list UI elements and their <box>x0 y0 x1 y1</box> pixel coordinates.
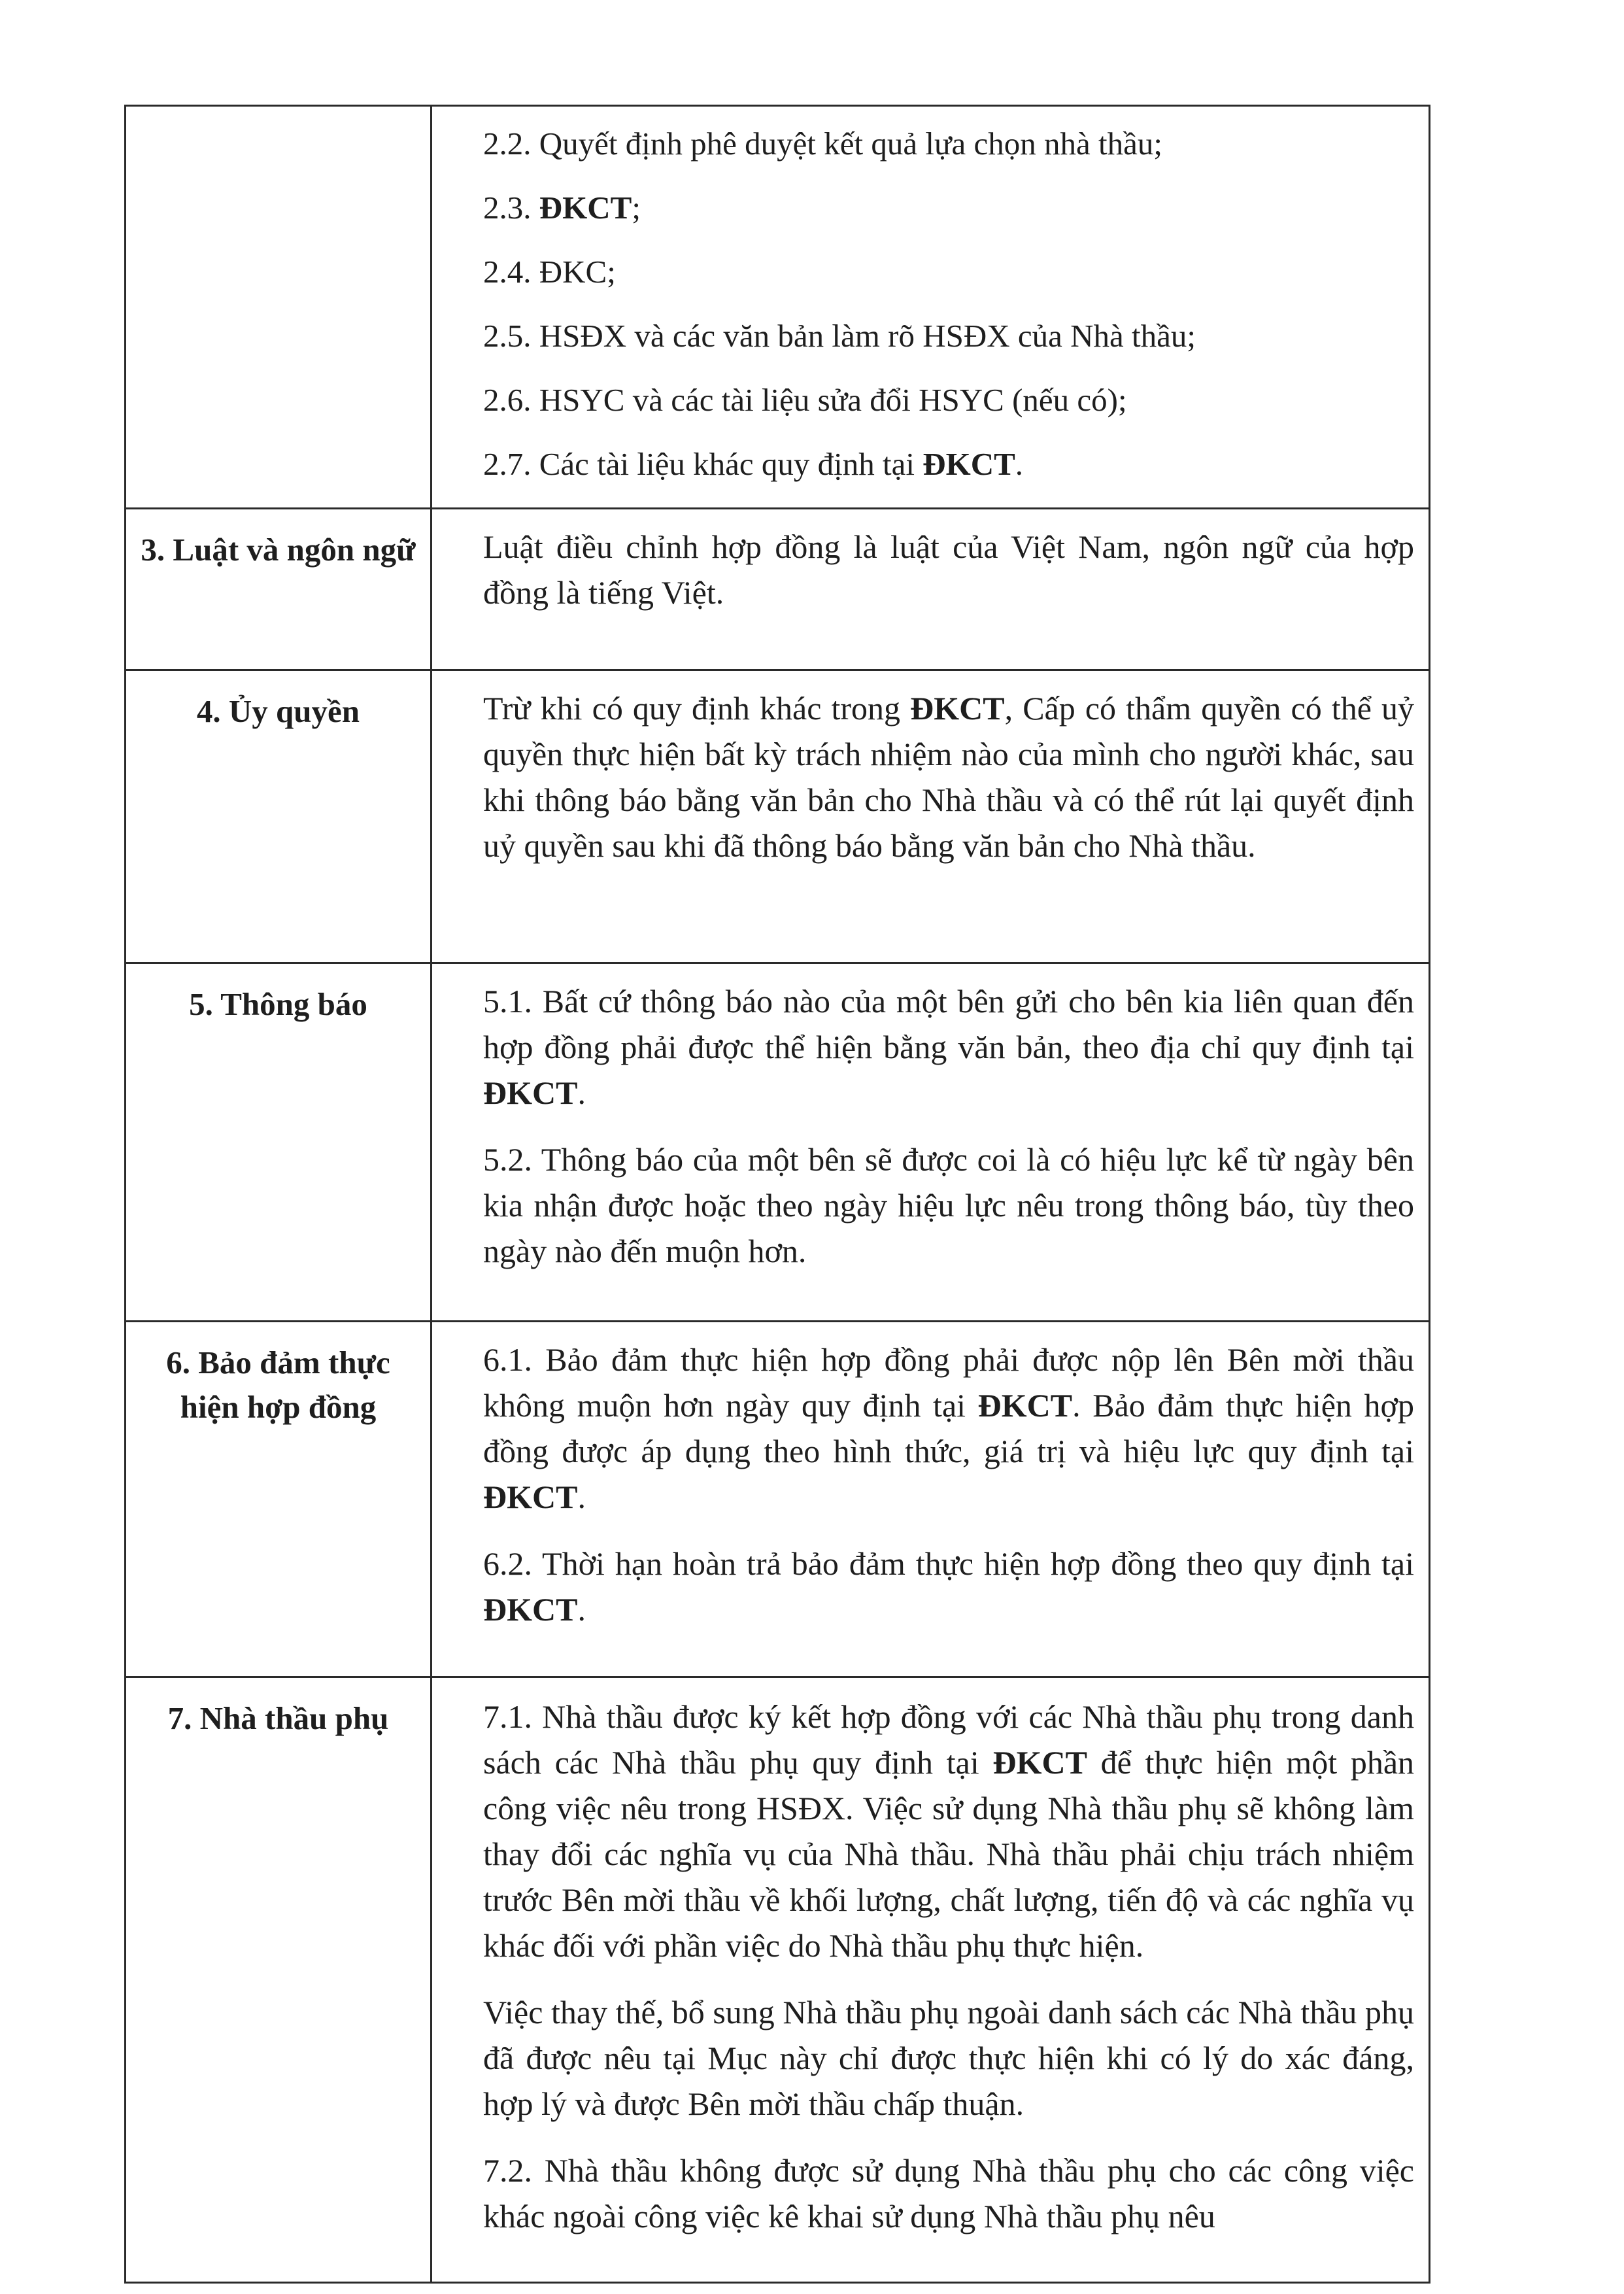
list-item: 2.6. HSYC và các tài liệu sửa đổi HSYC (nếu có); <box>483 382 1127 418</box>
section-heading: 5. Thông báo <box>126 963 431 1322</box>
row-content-cell <box>431 670 1430 963</box>
row-content-cell <box>431 963 1430 1322</box>
row-label-cell <box>126 106 431 509</box>
list-item: 2.2. Quyết định phê duyệt kết quả lựa chọn nhà thầu; <box>483 126 1162 162</box>
paragraph: 6.1. Bảo đảm thực hiện hợp đồng phải được nộp lên Bên mời thầu không muộn hơn ngày quy định tại ĐKCT. Bảo đảm thực hiện hợp đồng được áp dụng theo hình thức, giá trị và hiệu lực quy định tại ĐKCT. <box>483 1341 1414 1515</box>
row-content-cell <box>431 1322 1430 1677</box>
row-content-cell <box>431 509 1430 670</box>
paragraph: Luật điều chỉnh hợp đồng là luật của Việt Nam, ngôn ngữ của hợp đồng là tiếng Việt. <box>483 528 1414 611</box>
section-heading: 7. Nhà thầu phụ <box>126 1677 431 2283</box>
list-item: 2.7. Các tài liệu khác quy định tại ĐKCT. <box>483 446 1024 482</box>
section-heading: 3. Luật và ngôn ngữ <box>126 509 431 670</box>
section-heading: 6. Bảo đảm thực hiện hợp đồng <box>126 1322 431 1677</box>
row-content-cell <box>431 106 1430 509</box>
paragraph: Trừ khi có quy định khác trong ĐKCT, Cấp có thẩm quyền có thể uỷ quyền thực hiện bất kỳ trách nhiệm nào của mình cho người khác, sau khi thông báo bằng văn bản cho Nhà thầu và có thể rút lại quyết định uỷ quyền sau khi đã thông báo bằng văn bản cho Nhà thầu. <box>483 690 1414 864</box>
paragraph: Việc thay thế, bổ sung Nhà thầu phụ ngoài danh sách các Nhà thầu phụ đã được nêu tại Mục này chỉ được thực hiện khi có lý do xác đáng, hợp lý và được Bên mời thầu chấp thuận. <box>483 1994 1414 2122</box>
list-item: 2.3. ĐKCT; <box>483 190 641 226</box>
section-heading: 4. Ủy quyền <box>126 670 431 963</box>
table-row <box>126 509 1430 670</box>
contract-conditions-table <box>124 105 1430 2284</box>
table-row <box>126 670 1430 963</box>
list-item: 2.4. ĐKC; <box>483 254 616 290</box>
paragraph: 5.1. Bất cứ thông báo nào của một bên gửi cho bên kia liên quan đến hợp đồng phải được thể hiện bằng văn bản, theo địa chỉ quy định tại ĐKCT. <box>483 983 1414 1111</box>
row-content-cell <box>431 1677 1430 2283</box>
paragraph: 7.1. Nhà thầu được ký kết hợp đồng với các Nhà thầu phụ trong danh sách các Nhà thầu phụ quy định tại ĐKCT để thực hiện một phần công việc nêu trong HSĐX. Việc sử dụng Nhà thầu phụ sẽ không làm thay đổi các nghĩa vụ của Nhà thầu. Nhà thầu phải chịu trách nhiệm trước Bên mời thầu về khối lượng, chất lượng, tiến độ và các nghĩa vụ khác đối với phần việc do Nhà thầu phụ thực hiện. <box>483 1698 1415 1964</box>
list-item: 2.5. HSĐX và các văn bản làm rõ HSĐX của Nhà thầu; <box>483 318 1196 354</box>
paragraph: 5.2. Thông báo của một bên sẽ được coi là có hiệu lực kể từ ngày bên kia nhận được hoặc theo ngày hiệu lực nêu trong thông báo, tùy theo ngày nào đến muộn hơn. <box>483 1141 1414 1269</box>
paragraph: 6.2. Thời hạn hoàn trả bảo đảm thực hiện hợp đồng theo quy định tại ĐKCT. <box>483 1545 1414 1628</box>
table-row <box>126 963 1430 1322</box>
table-row <box>126 1677 1430 2283</box>
table-row <box>126 106 1430 509</box>
paragraph: 7.2. Nhà thầu không được sử dụng Nhà thầu phụ cho các công việc khác ngoài công việc kê khai sử dụng Nhà thầu phụ nêu <box>483 2152 1414 2234</box>
table-row <box>126 1322 1430 1677</box>
